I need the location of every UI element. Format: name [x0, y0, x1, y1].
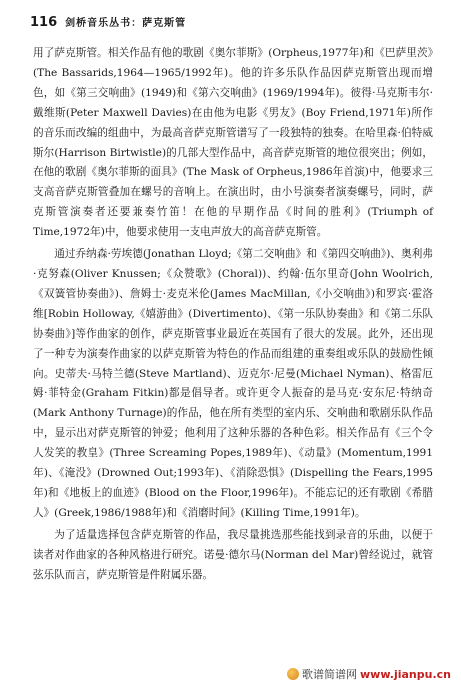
- logo-icon: [287, 668, 299, 680]
- running-header: [30, 14, 431, 30]
- paragraph: 用了萨克斯管。相关作品有他的歌剧《奥尔菲斯》(Orpheus,1977年)和《巴萨里茨》(The Bassarids,1964—1965/1992年)。他的许多乐队作品因萨克斯管出现而增色，如《第三交响曲》(1949)和《第六交响曲》(1969/1994年)。彼得·马克斯韦尔·戴维斯(Peter Maxwell Davies)在由他为电影《男友》(Boy Friend,1971年)所作的音乐而改编的组曲中，为最高音萨克斯管谱写了一段独特的独奏。在哈里森·伯特威斯尔(Harrison Birtwistle)的几部大型作品中，高音萨克斯管的地位很突出；例如，在他的歌剧《奥尔菲斯的面具》(The Mask of Orpheus,1986年首演)中，他要求三支高音萨克斯管叠加在螺号的音响上。在演出时，由小号演奏者演奏螺号，同时，萨克斯管演奏者还要兼奏竹笛！在他的早期作品《时间的胜利》(Triumph of Time,1972年)中，他要求使用一支电声放大的高音萨克斯管。: [33, 47, 433, 239]
- body-text: [33, 44, 433, 585]
- page-number: 116: [30, 15, 58, 30]
- watermark: [287, 666, 451, 682]
- watermark-text: 歌谱简谱网: [302, 668, 357, 681]
- paragraph: 为了适量选择包含萨克斯管的作品，我尽量挑选那些能找到录音的乐曲，以便于读者对作曲家的各种风格进行研究。诺曼·德尔马(Norman del Mar)曾经说过，就管弦乐队而言，萨克斯管是件附属乐器。: [33, 528, 433, 581]
- watermark-url[interactable]: www.jianpu.cn: [360, 667, 451, 681]
- header-title: 剑桥音乐丛书：萨克斯管: [65, 18, 187, 29]
- paragraph: 通过乔纳森·劳埃德(Jonathan Lloyd;《第二交响曲》和《第四交响曲》)、奥利弗·克努森(Oliver Knussen;《众赞歌》(Choral))、约翰·伍尔里奇(John Woolrich,《双簧管协奏曲》)、詹姆士·麦克米伦(James MacMillan,《小交响曲》)和罗宾·霍洛维[Robin Holloway,《嬉游曲》(Divertimento)、《第一乐队协奏曲》和《第二乐队协奏曲》]等作曲家的创作，萨克斯管事业最近在英国有了很大的发展。此外，还出现了一种专为演奏作曲家的以萨克斯管为特色的作品而组建的重奏组或乐队的鼓励性倾向。史蒂夫·马特兰德(Steve Martland)、迈克尔·尼曼(Michael Nyman)、格雷厄姆·菲特金(Graham Fitkin)都是倡导者。或许更令人振奋的是马克·安东尼·特纳奇(Mark Anthony Turnage)的作品，他在所有类型的室内乐、交响曲和歌剧乐队作品中，显示出对萨克斯管的钟爱；他利用了这种乐器的各种色彩。相关作品有《三个令人发笑的教皇》(Three Screaming Popes,1989年)、《动量》(Momentum,1991年)、《淹没》(Drowned Out;1993年)、《消除恐惧》(Dispelling the Fears,1995年)和《地板上的血迹》(Blood on the Floor,1996年)。不能忘记的还有歌剧《希腊人》(Greek,1986/1988年)和《消磨时间》(Killing Time,1991年)。: [33, 248, 433, 519]
